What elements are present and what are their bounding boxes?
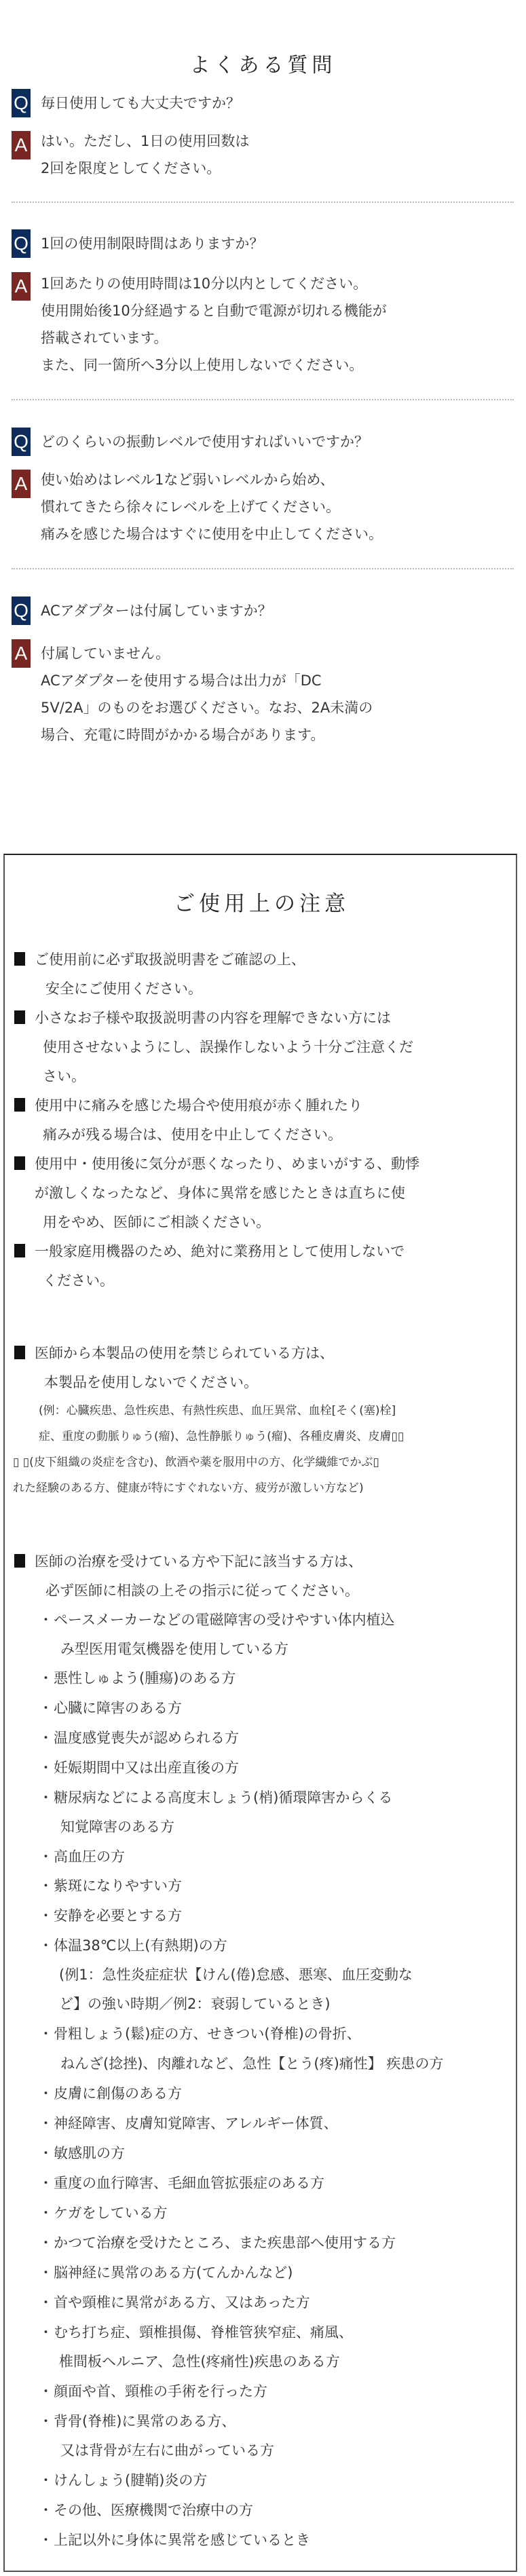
notice-item-continued: が激しくなったなど、身体に異常を感じたときは直ちに使 <box>35 1185 405 1201</box>
notice-item-continued: 使用させないようにし、誤操作しないよう十分ご注意くだ <box>43 1039 413 1055</box>
usage-notice-box <box>3 854 517 2572</box>
answer-line: 場合、充電に時間がかかる場合があります。 <box>41 727 325 743</box>
answer-line: 5V/2A」のものをお選びください。なお、2A未満の <box>41 700 373 716</box>
condition-item: ・背骨(脊椎)に異常のある方、 <box>39 2413 236 2429</box>
answer-badge: A <box>12 272 31 301</box>
answer-text <box>41 270 387 379</box>
notice-example-text: れた経験のある方、健康が特にすぐれない方、疲労が激しい方など) <box>13 1481 364 1495</box>
answer-line: 慣れてきたら徐々にレベルを上げてください。 <box>41 499 340 515</box>
condition-item: ・体温38℃以上(有熱期)の方 <box>39 1937 227 1954</box>
answer-text <box>41 466 383 548</box>
notice-item-continued: さい。 <box>43 1068 86 1084</box>
notice-item: 一般家庭用機器のため、絶対に業務用として使用しないで <box>14 1237 405 1266</box>
answer-line: 付属していません。 <box>41 645 170 662</box>
condition-example: ど】の強い時期／例2：衰弱しているとき) <box>59 1996 331 2012</box>
condition-item: ・むち打ち症、頸椎損傷、脊椎管狭窄症、痛風、 <box>39 2324 353 2341</box>
condition-item: ・神経障害、皮膚知覚障害、アレルギー体質、 <box>39 2115 338 2132</box>
answer-line: 痛みを感じた場合はすぐに使用を中止してください。 <box>41 526 383 542</box>
condition-item-continued: み型医用電気機器を使用している方 <box>60 1641 288 1657</box>
answer-line: 搭載されています。 <box>41 330 168 346</box>
notice-item-continued: 本製品を使用しないでください。 <box>44 1374 258 1390</box>
condition-item-continued: ねんざ(捻挫)、肉離れなど、急性【とう(疼)痛性】 疾患の方 <box>60 2056 444 2072</box>
condition-item: ・敏感肌の方 <box>39 2145 125 2161</box>
answer-line: はい。ただし、1日の使用回数は <box>41 133 250 149</box>
condition-item: ・重度の血行障害、毛細血管拡張症のある方 <box>39 2175 324 2191</box>
square-bullet-icon <box>14 952 25 966</box>
condition-item: ・ペースメーカーなどの電磁障害の受けやすい体内植込 <box>39 1612 395 1628</box>
notice-item-continued: 痛みが残る場合は、使用を中止してください。 <box>43 1126 342 1143</box>
answer-line: 使用開始後10分経過すると自動で電源が切れる機能が <box>41 303 387 319</box>
condition-item: ・高血圧の方 <box>39 1849 125 1865</box>
square-bullet-icon <box>14 1156 25 1170</box>
condition-item: ・ケガをしている方 <box>39 2205 168 2221</box>
notice-item: 医師から本製品の使用を禁じられている方は、 <box>14 1339 334 1367</box>
question-text: 毎日使用しても大丈夫ですか？ <box>41 95 240 111</box>
condition-item: ・安静を必要とする方 <box>39 1908 182 1924</box>
notice-item-continued: 安全にご使用ください。 <box>45 981 202 997</box>
square-bullet-icon <box>14 1098 25 1112</box>
faq-title: よくある質問 <box>189 53 337 77</box>
notice-item: 小さなお子様や取扱説明書の内容を理解できない方には <box>14 1004 391 1032</box>
question-text: どのくらいの振動レベルで使用すればいいですか？ <box>41 434 369 450</box>
answer-badge: A <box>12 639 31 668</box>
notice-example-text: (例：心臓疾患、急性疾患、有熱性疾患、血圧異常、血栓[そく(塞)栓] <box>39 1404 396 1418</box>
condition-item: ・けんしょう(腱鞘)炎の方 <box>39 2472 208 2488</box>
dotted-divider <box>12 399 514 400</box>
condition-item: ・心臓に障害のある方 <box>39 1700 182 1716</box>
condition-item: ・上記以外に身体に異常を感じているとき <box>39 2532 310 2548</box>
condition-item: ・かつて治療を受けたところ、また疾患部へ使用する方 <box>39 2235 396 2251</box>
notice-item-continued: 必ず医師に相談の上その指示に従ってください。 <box>45 1583 359 1599</box>
notice-title: ご使用上の注意 <box>174 892 350 916</box>
notice-item: 使用中に痛みを感じた場合や使用痕が赤く腫れたり <box>14 1091 362 1120</box>
notice-item: ご使用前に必ず取扱説明書をご確認の上、 <box>14 945 305 974</box>
answer-line: また、同一箇所へ3分以上使用しないでください。 <box>41 357 364 373</box>
notice-example-text: ▯ ▯(皮下組織の炎症を含む)、飲酒や薬を服用中の方、化学繊維でかぶ▯ <box>13 1456 379 1469</box>
square-bullet-icon <box>14 1346 25 1359</box>
answer-line: 使い始めはレベル1など弱いレベルから始め、 <box>41 472 335 488</box>
square-bullet-icon <box>14 1244 25 1257</box>
condition-item: ・糖尿病などによる高度末しょう(梢)循環障害からくる <box>39 1789 393 1806</box>
condition-item: ・脳神経に異常のある方(てんかんなど) <box>39 2265 293 2281</box>
square-bullet-icon <box>14 1554 25 1568</box>
notice-item-continued: 用をやめ、医師にご相談ください。 <box>43 1214 271 1230</box>
condition-item: ・紫斑になりやすい方 <box>39 1878 182 1894</box>
question-badge: Q <box>12 229 31 258</box>
condition-item: ・悪性しゅよう(腫瘍)のある方 <box>39 1670 236 1686</box>
condition-item: ・骨粗しょう(鬆)症の方、せきつい(脊椎)の骨折、 <box>39 2026 361 2042</box>
answer-badge: A <box>12 131 31 159</box>
condition-item: ・妊娠期間中又は出産直後の方 <box>39 1760 239 1776</box>
dotted-divider <box>12 568 514 569</box>
notice-example-text: 症、重度の動脈りゅう(瘤)、急性静脈りゅう(瘤)、各種皮膚炎、皮膚▯▯ <box>39 1430 405 1443</box>
question-badge: Q <box>12 89 31 117</box>
question-badge: Q <box>12 428 31 456</box>
condition-item-continued: 知覚障害のある方 <box>60 1819 174 1835</box>
answer-text <box>41 640 373 749</box>
condition-item: ・顔面や首、頸椎の手術を行った方 <box>39 2383 267 2400</box>
condition-item: ・皮膚に創傷のある方 <box>39 2085 182 2102</box>
answer-line: ACアダプターを使用する場合は出力が「DC <box>41 673 322 689</box>
notice-item: 使用中・使用後に気分が悪くなったり、めまいがする、動悸 <box>14 1150 419 1178</box>
condition-item: ・その他、医療機関で治療中の方 <box>39 2502 253 2518</box>
notice-item-continued: ください。 <box>43 1272 114 1289</box>
condition-example: (例1：急性炎症症状【けん(倦)怠感、悪寒、血圧変動な <box>59 1967 413 1983</box>
question-text: ACアダプターは付属していますか？ <box>41 603 272 619</box>
dotted-divider <box>12 202 514 203</box>
answer-line: 2回を限度としてください。 <box>41 160 221 176</box>
notice-item: 医師の治療を受けている方や下記に該当する方は、 <box>14 1547 362 1576</box>
condition-item: ・温度感覚喪失が認められる方 <box>39 1730 239 1746</box>
condition-item: ・首や頸椎に異常がある方、又はあった方 <box>39 2294 310 2311</box>
answer-badge: A <box>12 470 31 498</box>
answer-line: 1回あたりの使用時間は10分以内としてください。 <box>41 276 368 292</box>
condition-item-continued: 又は背骨が左右に曲がっている方 <box>60 2442 274 2459</box>
condition-item-continued: 椎間板ヘルニア、急性(疼痛性)疾患のある方 <box>59 2353 340 2370</box>
square-bullet-icon <box>14 1010 25 1024</box>
question-badge: Q <box>12 596 31 625</box>
question-text: 1回の使用制限時間はありますか？ <box>41 235 264 252</box>
answer-text <box>41 128 249 182</box>
